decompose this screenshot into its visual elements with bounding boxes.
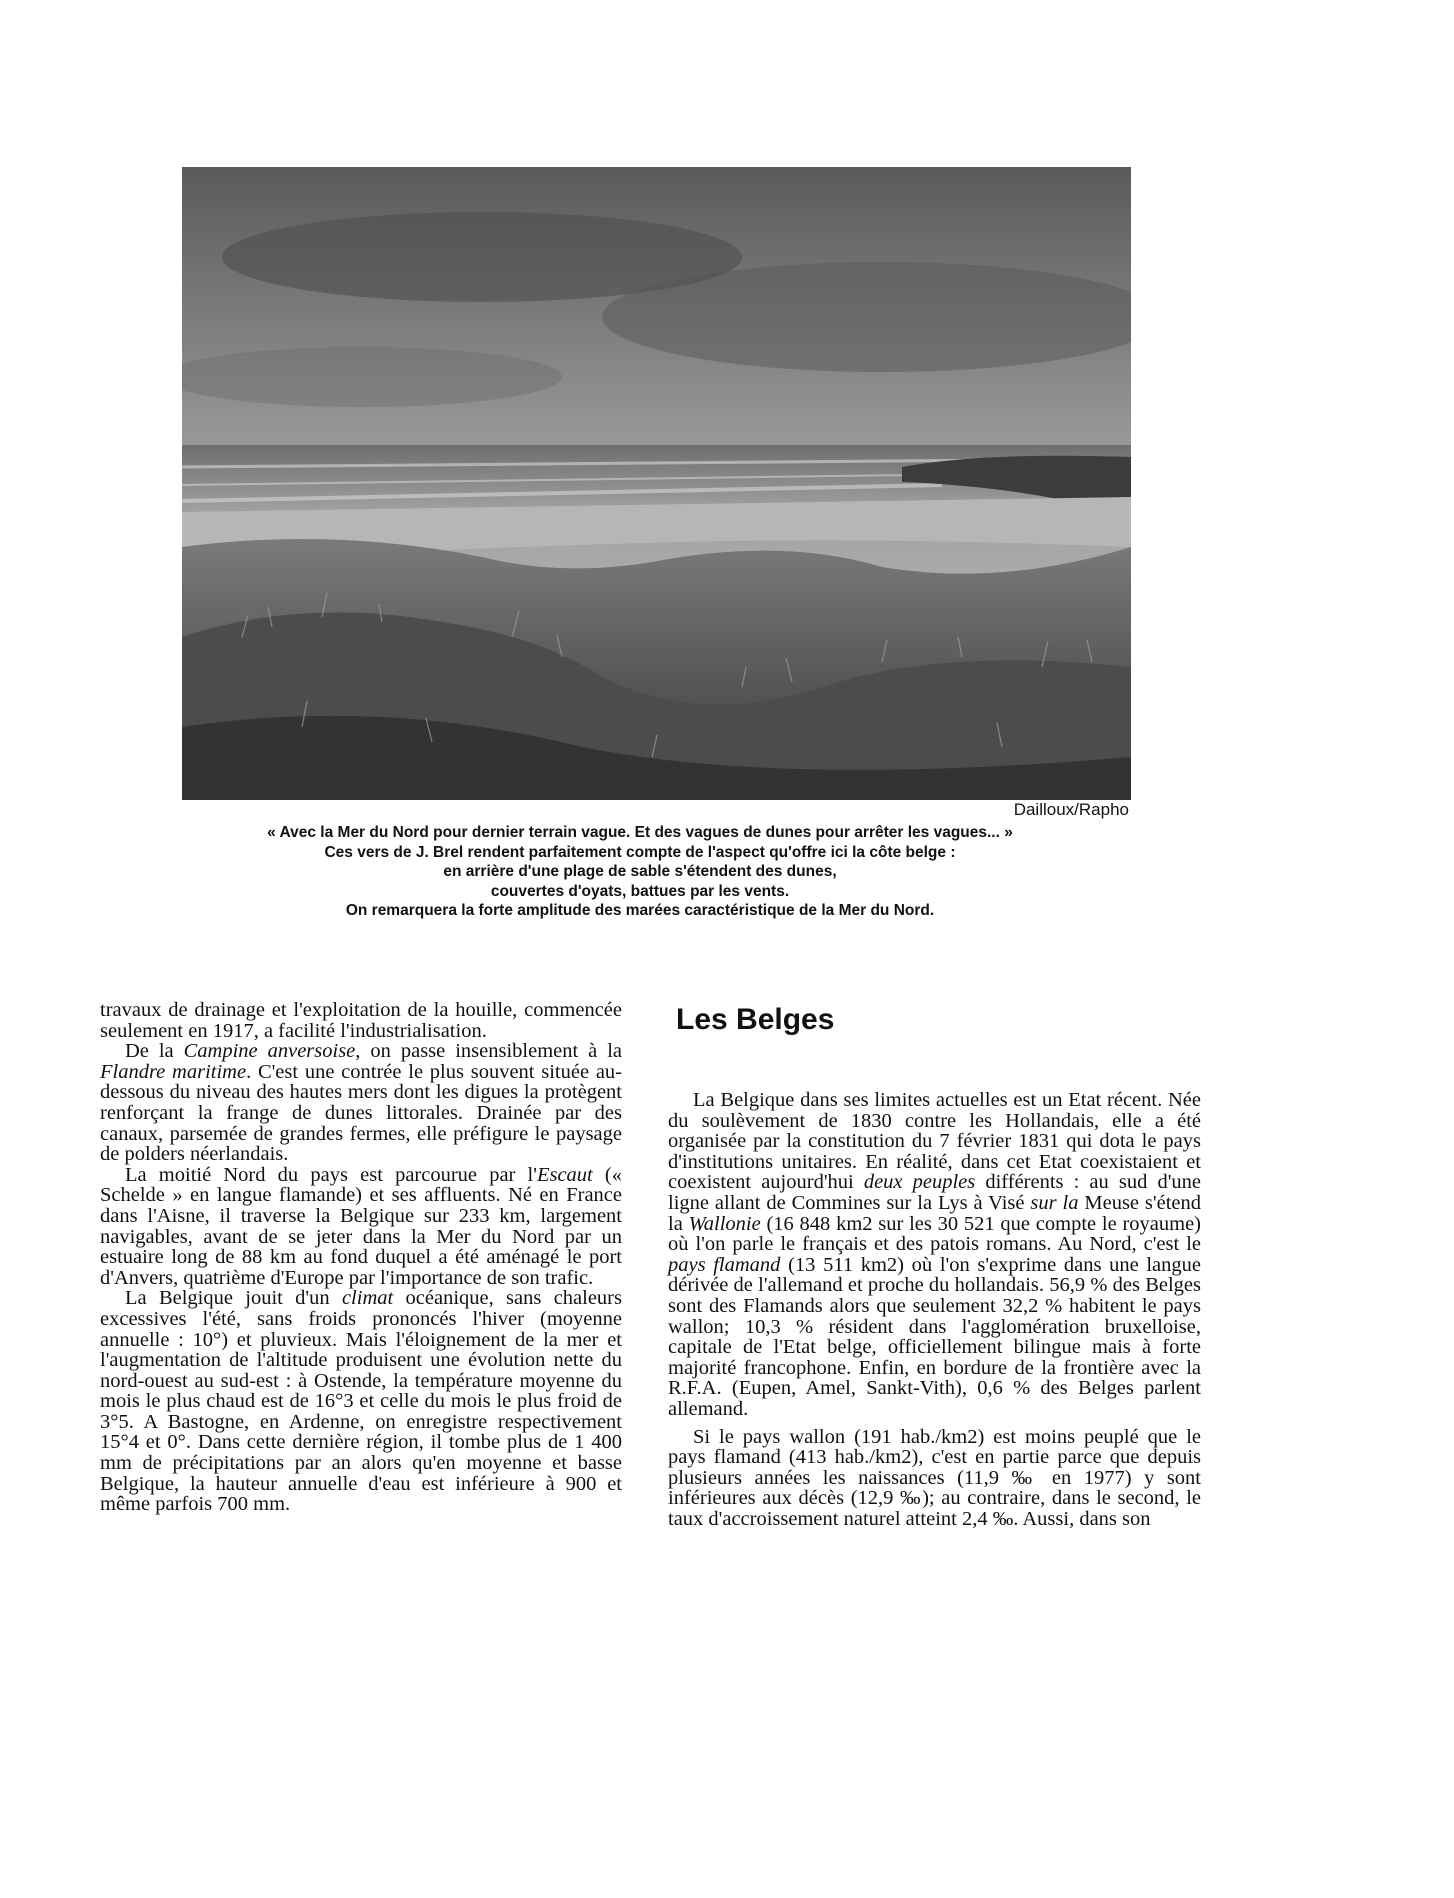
dunes-photo [182, 167, 1131, 800]
paragraph: La Belgique dans ses limites actuelles est un Etat récent. Née du soulèvement de 1830 contre les Hollandais, elle a été organisée par la constitution du 7 février 1831 qui dota le pays d'institutions unitaires. En réalité, dans cet Etat coexistaient et coexistent aujourd'hui deux peuples différents : au sud d'une ligne allant de Commines sur la Lys à Visé sur la Meuse s'étend la Wallonie (16 848 km2 sur les 30 521 que compte le royaume) où l'on parle le français et des patois romans. Au Nord, c'est le pays flamand (13 511 km2) où l'on s'exprime dans une langue dérivée de l'allemand et proche du hollandais. 56,9 % des Belges sont des Flamands alors que seulement 32,2 % habitent le pays wallon; 10,3 % résident dans l'agglomération bruxelloise, capitale de l'Etat belge, officiellement bilingue mais à forte majorité francophone. Enfin, en bordure de la frontière avec la R.F.A. (Eupen, Amel, Sankt-Vith), 0,6 % des Belges parlent allemand. [668, 1089, 1201, 1420]
right-text-column [668, 1000, 1201, 1529]
paragraph: Si le pays wallon (191 hab./km2) est moins peuplé que le pays flamand (413 hab./km2), c'est en partie parce que depuis plusieurs années les naissances (11,9 ‰ en 1977) y sont inférieures aux décès (12,9 ‰); au contraire, dans le second, le taux d'accroissement naturel atteint 2,4 ‰. Aussi, dans son [668, 1425, 1201, 1530]
paragraph: De la Campine anversoise, on passe insensiblement à la Flandre maritime. C'est une contrée le plus souvent située au-dessous du niveau des hautes mers dont les digues la protègent renforçant la frange de dunes littorales. Drainée par des canaux, parsemée de grandes fermes, elle préfigure le paysage de polders néerlandais. [100, 1040, 623, 1166]
photo-caption [160, 823, 1120, 921]
paragraph: travaux de drainage et l'exploitation de la houille, commencée seulement en 1917, a facilité l'industrialisation. [100, 999, 622, 1042]
left-text-column [100, 1000, 622, 1515]
paragraph: La Belgique jouit d'un climat océanique, sans chaleurs excessives l'été, sans froids prononcés l'hiver (moyenne annuelle : 10°) et pluvieux. Mais l'éloignement de la mer et l'augmentation de l'altitude produisent une évolution nette du nord-ouest au sud-est : à Ostende, la température moyenne du mois le plus chaud est de 16°3 et celle du mois le plus froid de 3°5. A Bastogne, en Ardenne, on enregistre respectivement 15°4 et 0°. Dans cette dernière région, il tombe plus de 1 400 mm de précipitations par an alors qu'en moyenne et basse Belgique, la hauteur annuelle d'eau est inférieure à 900 et même parfois 700 mm. [100, 1287, 622, 1516]
caption-line: Ces vers de J. Brel rendent parfaitement compte de l'aspect qu'offre ici la côte belge : [324, 843, 956, 861]
caption-line: en arrière d'une plage de sable s'étendent des dunes, [443, 863, 837, 880]
caption-line: On remarquera la forte amplitude des marées caractéristique de la Mer du Nord. [345, 902, 935, 919]
caption-line: couvertes d'oyats, battues par les vents. [490, 882, 790, 900]
caption-line: « Avec la Mer du Nord pour dernier terrain vague. Et des vagues de dunes pour arrêter les vagues... » [267, 824, 1013, 841]
section-title: Les Belges [676, 1003, 835, 1036]
paragraph: La moitié Nord du pays est parcourue par l'Escaut (« Schelde » en langue flamande) et ses affluents. Né en France dans l'Aisne, il traverse la Belgique sur 233 km, largement navigables, avant de se jeter dans la Mer du Nord par un estuaire long de 88 km au fond duquel a été aménagé le port d'Anvers, quatrième d'Europe par l'importance de son trafic. [100, 1163, 623, 1289]
photo-credit: Dailloux/Rapho [1013, 800, 1129, 819]
